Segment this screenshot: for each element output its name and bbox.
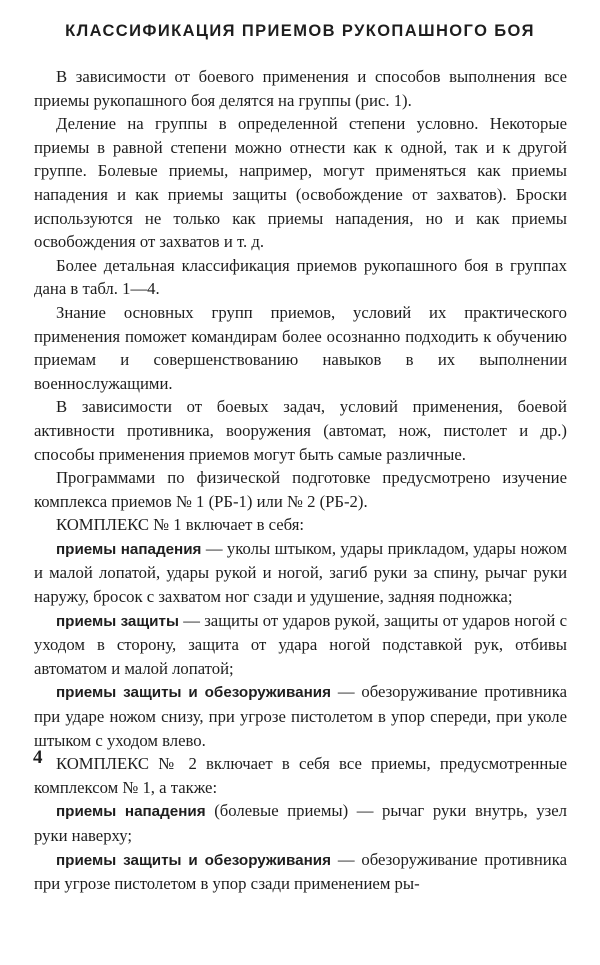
term-label: приемы защиты и обезоруживания (56, 851, 331, 869)
paragraph: В зависимости от боевых задач, условий применения, боевой активности противника, вооружения (автомат, нож, пистолет и др.) способы применения приемов могут быть самые различные. (34, 397, 567, 464)
term-label: приемы защиты (56, 612, 179, 630)
term-label: приемы нападения (56, 540, 202, 558)
paragraph: приемы защиты и обезоруживания — обезоруживание противника при угрозе пистолетом в упор сзади применением ры- (34, 849, 567, 894)
paragraph: Деление на группы в определенной степени условно. Некоторые приемы в равной степени можно отнести как к одной, так и к другой группе. Болевые приемы, например, могут применяться как приемы нападения и как приемы защиты (освобождение от захватов). Броски используются не только как приемы нападения, но и как приемы освобождения от захватов и т. д. (34, 114, 567, 252)
paragraph: КОМПЛЕКС № 2 включает в себя все приемы, предусмотренные комплексом № 1, а также: (34, 754, 567, 797)
term-label: приемы нападения (56, 803, 206, 821)
page-number: 4 (33, 747, 43, 768)
paragraph: Программами по физической подготовке предусмотрено изучение комплекса приемов № 1 (РБ-1) или № 2 (РБ-2). (34, 468, 567, 511)
term-label: приемы защиты и обезоруживания (56, 684, 331, 702)
page-heading: КЛАССИФИКАЦИЯ ПРИЕМОВ РУКОПАШНОГО БОЯ (65, 22, 535, 40)
paragraph: КОМПЛЕКС № 1 включает в себя: (56, 515, 305, 535)
paragraph: приемы защиты — защиты от ударов рукой, защиты от ударов ногой с уходом в сторону, защита от удара ногой подставкой рук, отбивы автоматом и малой лопатой; (34, 610, 568, 678)
paragraph: Знание основных групп приемов, условий их практического применения поможет командирам более осознанно подходить к обучению приемам и совершенствованию навыков в их выполнении военнослужащими. (34, 302, 567, 393)
body-text (34, 65, 567, 896)
paragraph: приемы нападения (болевые приемы) — рычаг руки внутрь, узел руки наверху; (34, 801, 567, 845)
paragraph: приемы защиты и обезоруживания — обезоруживание противника при ударе ножом снизу, при угрозе пистолетом в упор спереди, при уколе штыком с уходом влево. (34, 682, 567, 750)
paragraph: приемы нападения — уколы штыком, удары прикладом, удары ножом и малой лопатой, удары рукой и ногой, загиб руки за спину, рычаг руки наружу, бросок с захватом ног сзади и удушение, задняя подножка; (34, 538, 567, 607)
paragraph: В зависимости от боевого применения и способов выполнения все приемы рукопашного боя делятся на группы (рис. 1). (34, 67, 567, 110)
paragraph: Более детальная классификация приемов рукопашного боя в группах дана в табл. 1—4. (34, 255, 567, 299)
